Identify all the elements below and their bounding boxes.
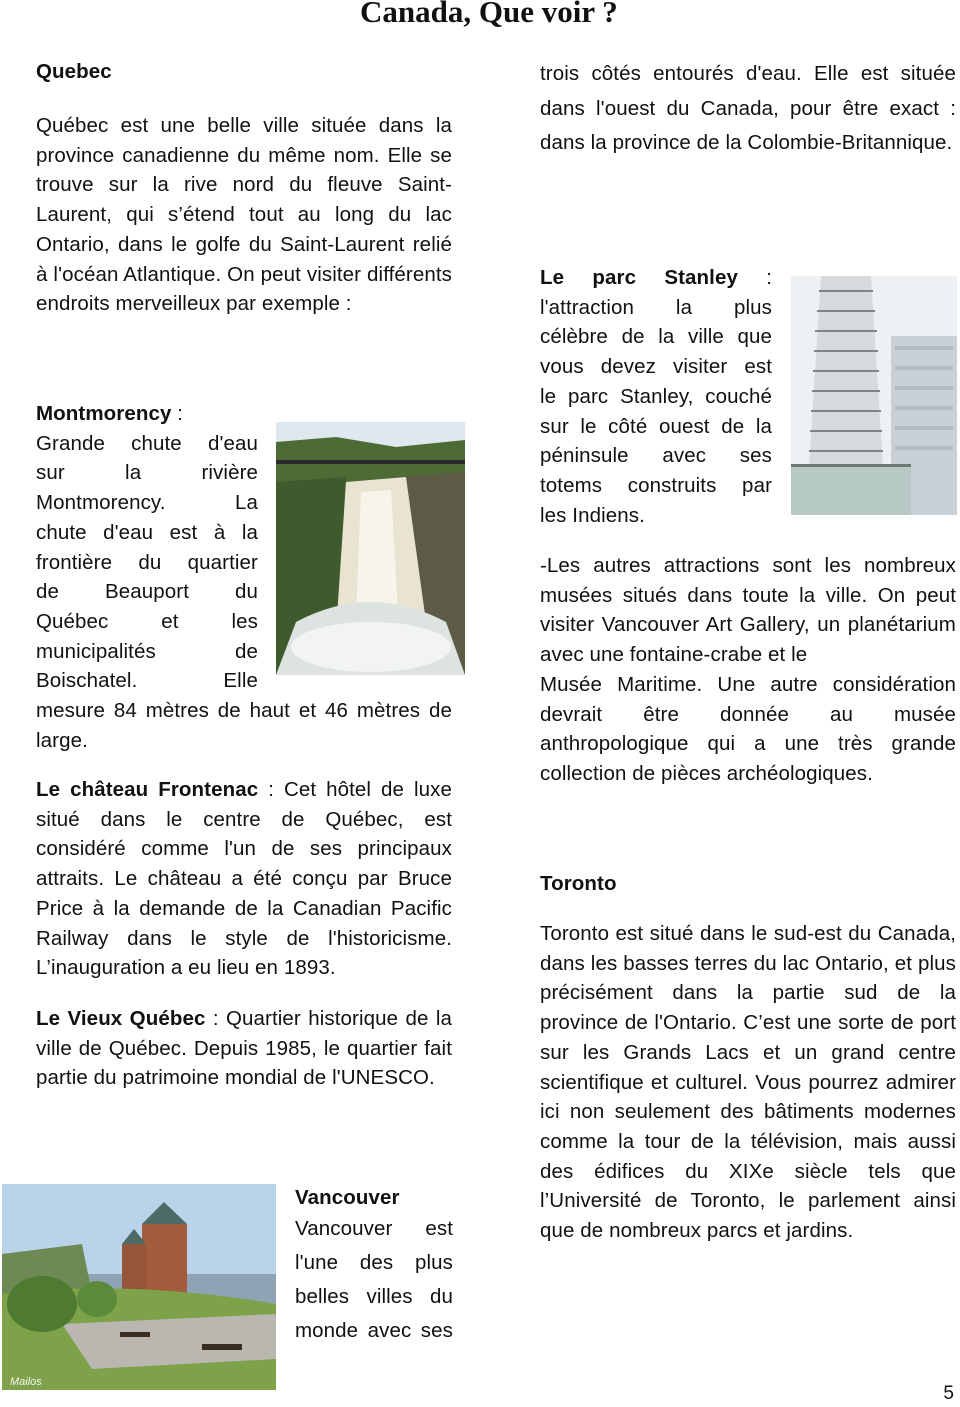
photo-watermark: Mailos	[10, 1376, 42, 1388]
vieux-quebec-label: Le Vieux Québec	[36, 1007, 206, 1030]
waterfall-photo	[276, 422, 465, 675]
montmorency-section: Montmorency : Grande chute d'eau sur la rivière Montmorency. La chute d'eau est à la frontière du quartier de Beauport du Québec et les municipalités de Boischatel. Elle	[36, 402, 258, 693]
quebec-heading: Quebec	[36, 60, 112, 83]
toronto-text: Toronto est situé dans le sud-est du Canada, dans les basses terres du lac Ontario, et plus précisément dans la partie sud de la province de l'Ontario. C’est une sorte de port sur les Grands Lacs et un grand centre scientifique et culturel. Vous pourrez admirer ici non seulement des bâtiments modernes comme la tour de la télévision, mais aussi des édifices du XIXe siècle tels que l’Université de Toronto, le parlement ainsi que de nombreux parcs et jardins.	[540, 922, 956, 1243]
vieux-quebec-section: Le Vieux Québec : Quartier historique de la ville de Québec. Depuis 1985, le quartier fait partie du patrimoine mondial de l'UNESCO.	[36, 1007, 453, 1090]
toronto-heading: Toronto	[540, 872, 617, 895]
page-title: Canada, Que voir ?	[360, 0, 618, 29]
frontenac-section: Le château Frontenac : Cet hôtel de luxe situé dans le centre de Québec, est considéré comme l'un de ses principaux attraits. Le château a été conçu par Bruce Price à la demande de la Canadian Pacific Railway dans le style de l'historicisme. L’inauguration a eu lieu en 1893.	[36, 778, 453, 980]
vancouver-heading: Vancouver	[295, 1186, 400, 1209]
vancouver-tower-photo	[791, 276, 957, 515]
montmorency-label: Montmorency	[36, 402, 172, 425]
quebec-intro: Québec est une belle ville située dans la province canadienne du même nom. Elle se trouve sur la rive nord du fleuve Saint-Laurent, qui s’étend tout au long du lac Ontario, dans le golfe du Saint-Laurent relié à l'océan Atlantique. On peut visiter différents endroits merveilleux par exemple :	[36, 114, 452, 316]
chateau-frontenac-photo	[2, 1184, 276, 1390]
frontenac-label: Le château Frontenac	[36, 778, 259, 801]
vancouver-continued: trois côtés entourés d'eau. Elle est située dans l'ouest du Canada, pour être exact : dans la province de la Colombie-Britannique.	[540, 62, 956, 154]
vancouver-intro: Vancouver Vancouver est l'une des plus belles villes du monde avec ses	[295, 1183, 453, 1348]
page-number: 5	[943, 1383, 954, 1404]
montmorency-end: mesure 84 mètres de haut et 46 mètres de large.	[36, 699, 452, 752]
stanley-section: Le parc Stanley : l'attraction la plus célèbre de la ville que vous devez visiter est le parc Stanley, couché sur le côté ouest de la péninsule avec ses totems construits par les Indiens.	[540, 266, 772, 527]
vancouver-attractions: -Les autres attractions sont les nombreux musées situés dans toute la ville. On peut visiter Vancouver Art Gallery, un planétarium avec une fontaine-crabe et le Musée Maritime. Une autre considération devrait être donnée au musée anthropologique qui a une très grande collection de pièces archéologiques.	[540, 554, 956, 785]
stanley-label: Le parc Stanley	[540, 266, 738, 289]
